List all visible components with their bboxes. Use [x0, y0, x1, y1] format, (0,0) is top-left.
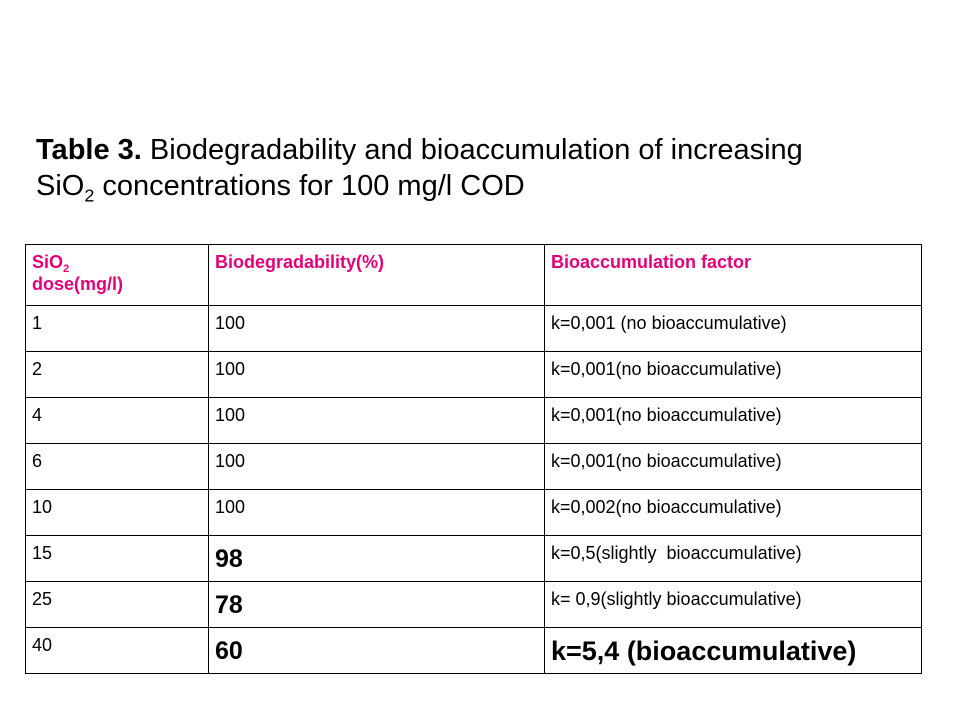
cell-dose: 15	[26, 536, 209, 582]
cell-dose: 4	[26, 398, 209, 444]
cell-factor: k=0,001(no bioaccumulative)	[545, 398, 922, 444]
header-biodegradability: Biodegradability(%)	[209, 245, 545, 306]
cell-dose: 10	[26, 490, 209, 536]
cell-biodegradability: 100	[209, 490, 545, 536]
cell-biodegradability: 100	[209, 398, 545, 444]
cell-biodegradability: 100	[209, 306, 545, 352]
table-row	[26, 490, 922, 536]
cell-factor-value: k=5,4 (bioaccumulative)	[551, 636, 857, 666]
table-row	[26, 582, 922, 628]
cell-biodegradability-value: 98	[215, 545, 243, 573]
caption-sio-text: SiO	[36, 170, 85, 202]
caption-title-part-1: Biodegradability and bioaccumulation of increasing	[141, 134, 803, 166]
table-row	[26, 306, 922, 352]
cell-biodegradability: 100	[209, 444, 545, 490]
cell-factor: k=0,001 (no bioaccumulative)	[545, 306, 922, 352]
cell-factor: k= 0,9(slightly bioaccumulative)	[545, 582, 922, 628]
cell-factor	[545, 628, 922, 674]
cell-factor: k=0,002(no bioaccumulative)	[545, 490, 922, 536]
table-caption	[36, 132, 936, 204]
cell-dose: 1	[26, 306, 209, 352]
table-row	[26, 352, 922, 398]
header-bioaccumulation: Bioaccumulation factor	[545, 245, 922, 306]
caption-sio-subscript: 2	[84, 185, 95, 206]
header-dose	[26, 245, 209, 306]
cell-biodegradability-value: 78	[215, 591, 243, 619]
caption-label: Table 3.	[36, 134, 142, 166]
cell-biodegradability-value: 60	[215, 637, 243, 665]
caption-title-part-2: concentrations for 100 mg/l COD	[94, 170, 525, 202]
results-table	[25, 244, 922, 674]
cell-dose: 2	[26, 352, 209, 398]
cell-factor: k=0,001(no bioaccumulative)	[545, 352, 922, 398]
table-row	[26, 628, 922, 674]
caption-line-2	[36, 168, 936, 204]
cell-factor: k=0,001(no bioaccumulative)	[545, 444, 922, 490]
header-dose-subscript: 2	[63, 262, 70, 275]
cell-factor: k=0,5(slightly bioaccumulative)	[545, 536, 922, 582]
table-row	[26, 536, 922, 582]
header-dose-unit: dose(mg/l)	[32, 274, 124, 294]
cell-dose: 6	[26, 444, 209, 490]
table-row	[26, 398, 922, 444]
cell-biodegradability	[209, 536, 545, 582]
cell-dose: 40	[26, 628, 209, 674]
cell-biodegradability	[209, 582, 545, 628]
header-dose-sio: SiO	[32, 252, 64, 272]
table-header-row	[26, 245, 922, 306]
cell-dose: 25	[26, 582, 209, 628]
cell-biodegradability	[209, 628, 545, 674]
cell-biodegradability: 100	[209, 352, 545, 398]
table-row	[26, 444, 922, 490]
caption-line-1	[36, 132, 936, 168]
